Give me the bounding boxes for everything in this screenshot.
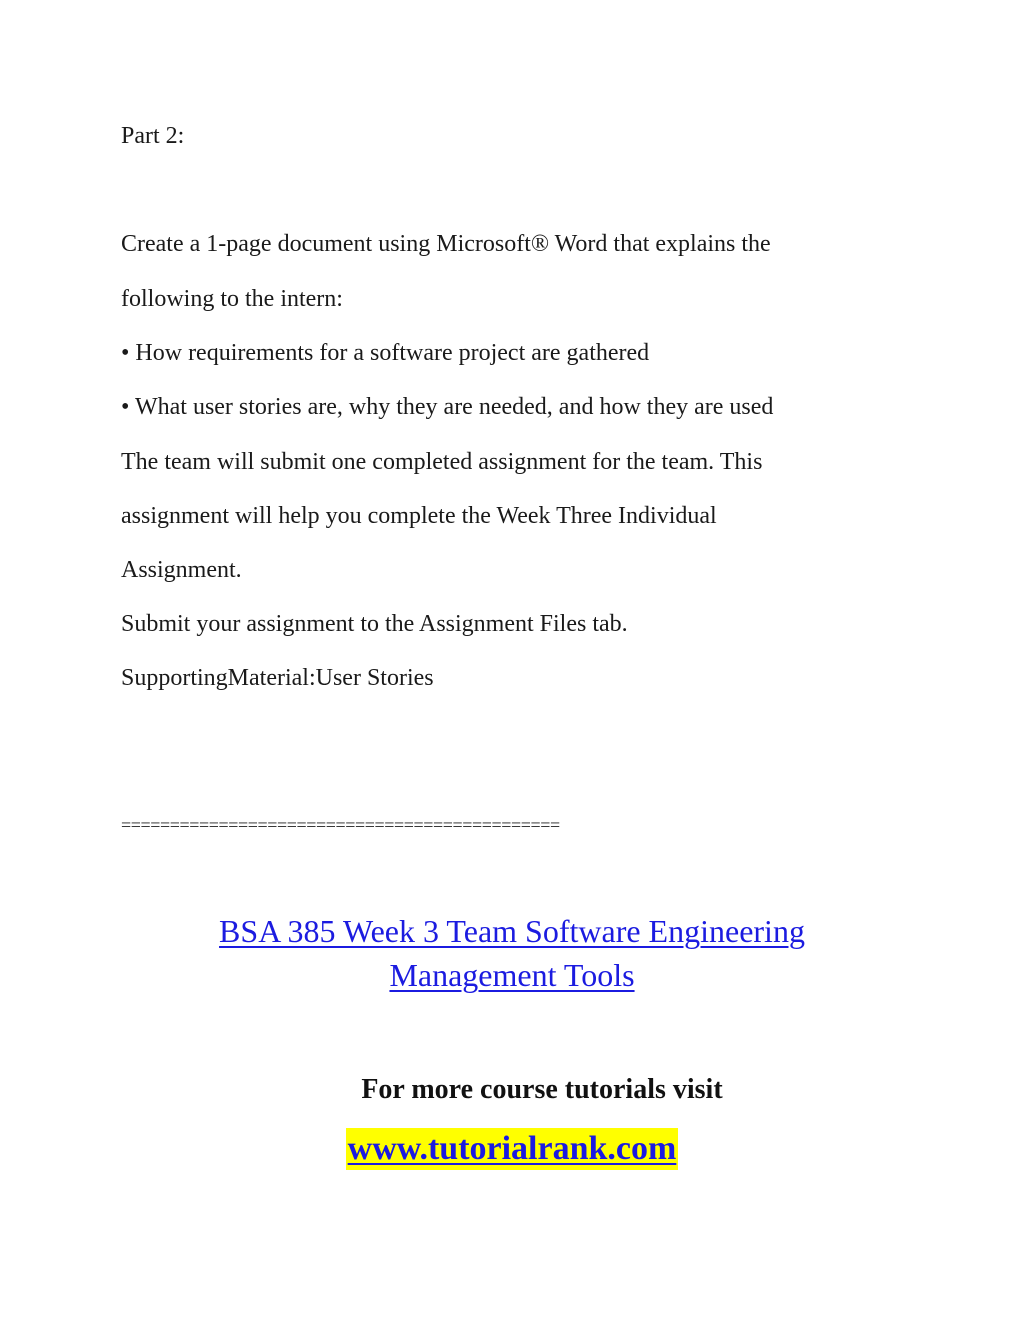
- supporting-material: SupportingMaterial:User Stories: [121, 665, 434, 691]
- promo-text: For more course tutorials visit: [361, 1074, 723, 1105]
- course-title-link-line-2[interactable]: Management Tools: [389, 957, 635, 993]
- course-title-link-line-1[interactable]: BSA 385 Week 3 Team Software Engineering: [219, 913, 805, 949]
- submit-instruction: Submit your assignment to the Assignment Files tab.: [121, 611, 628, 637]
- part-heading: Part 2:: [121, 123, 185, 149]
- paragraph-line-6: assignment will help you complete the Week Three Individual: [121, 503, 717, 529]
- paragraph-line-2: following to the intern:: [121, 286, 343, 312]
- bullet-requirements: • How requirements for a software project are gathered: [121, 340, 650, 366]
- tutorial-site-link[interactable]: www.tutorialrank.com: [346, 1128, 679, 1170]
- paragraph-line-7: Assignment.: [121, 557, 242, 583]
- promo-url-container: [0, 1128, 1024, 1170]
- separator-line: =============================================: [121, 815, 560, 835]
- paragraph-line-1: Create a 1-page document using Microsoft® Word that explains the: [121, 231, 771, 257]
- bullet-user-stories: • What user stories are, why they are needed, and how they are used: [121, 394, 774, 420]
- paragraph-line-5: The team will submit one completed assignment for the team. This: [121, 449, 763, 475]
